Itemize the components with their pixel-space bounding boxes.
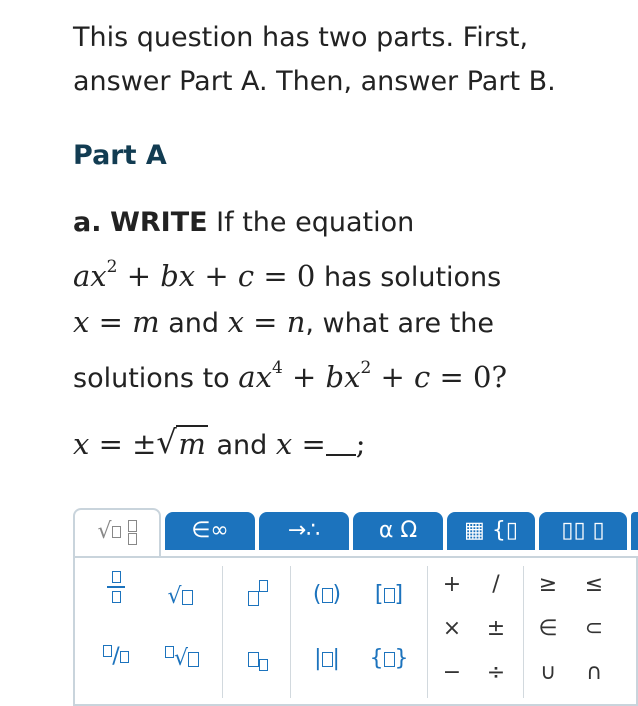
- less-equal-button[interactable]: ≤: [584, 572, 604, 597]
- solution-m: x = m: [73, 305, 160, 339]
- palette-tabs: [73, 508, 638, 554]
- tab-radicals-fractions[interactable]: √: [73, 508, 161, 558]
- fraction-button[interactable]: [101, 570, 131, 604]
- part-title: Part A: [73, 140, 167, 171]
- subset-button[interactable]: ⊂: [584, 616, 604, 641]
- parentheses-button[interactable]: ( ): [312, 582, 342, 607]
- plus-minus-button[interactable]: ±: [486, 616, 506, 641]
- tab-matrices[interactable]: ▦ {▯: [447, 512, 535, 550]
- question-keyword: WRITE: [110, 207, 208, 238]
- curly-braces-button[interactable]: { }: [369, 646, 409, 671]
- group-divider: [427, 566, 428, 698]
- palette-panel: [73, 556, 638, 706]
- tab-scripts[interactable]: ▯▯ ▯: [539, 512, 627, 550]
- absolute-value-button[interactable]: | |: [314, 646, 340, 671]
- group-divider: [523, 566, 524, 698]
- answer-and-text: and: [216, 430, 268, 461]
- group-divider: [222, 566, 223, 698]
- tab-arrows[interactable]: →∴: [259, 512, 349, 550]
- minus-button[interactable]: −: [442, 660, 462, 685]
- group-divider: [290, 566, 291, 698]
- answer-blank-input[interactable]: [326, 432, 356, 456]
- math-palette: [73, 508, 638, 700]
- question-lead: If the equation: [216, 207, 415, 238]
- intersection-button[interactable]: ∩: [585, 660, 603, 685]
- superscript-button[interactable]: [241, 580, 275, 610]
- tab-sets-infinity[interactable]: ∈∞: [165, 512, 255, 550]
- equation-quadratic: $ax^2$ + bx + c = 0: [73, 257, 316, 293]
- answer-line: x = ± √ m and x = ;: [73, 423, 366, 461]
- slash-button[interactable]: /: [492, 572, 500, 597]
- square-root-button[interactable]: √: [155, 584, 205, 609]
- subscript-button[interactable]: [241, 646, 275, 671]
- divide-button[interactable]: ÷: [486, 660, 506, 685]
- union-button[interactable]: ∪: [539, 660, 557, 685]
- greater-equal-button[interactable]: ≥: [538, 572, 558, 597]
- and-text: and: [168, 308, 219, 339]
- square-brackets-button[interactable]: [ ]: [374, 582, 404, 607]
- question-text: [73, 200, 618, 401]
- what-are-text: , what are the: [305, 308, 495, 339]
- tab-greek[interactable]: α Ω: [353, 512, 443, 550]
- element-of-button[interactable]: ∈: [538, 616, 558, 641]
- inline-fraction-button[interactable]: /: [93, 644, 139, 669]
- instructions-text: This question has two parts. First, answer Part A. Then, answer Part B.: [73, 22, 556, 97]
- times-button[interactable]: ×: [442, 616, 462, 641]
- answer-sqrt-expression: x = ± √ m: [73, 423, 206, 461]
- question-prefix: a.: [73, 207, 102, 238]
- solution-n: x = n: [227, 305, 306, 339]
- tab-overflow[interactable]: [631, 512, 638, 550]
- solutions-to-text: solutions to: [73, 363, 230, 394]
- has-solutions-text: has solutions: [323, 262, 502, 293]
- plus-button[interactable]: +: [442, 572, 462, 597]
- nth-root-button[interactable]: √: [155, 644, 209, 671]
- equation-quartic: $ax^4 + bx^2 + c = 0$?: [238, 358, 507, 394]
